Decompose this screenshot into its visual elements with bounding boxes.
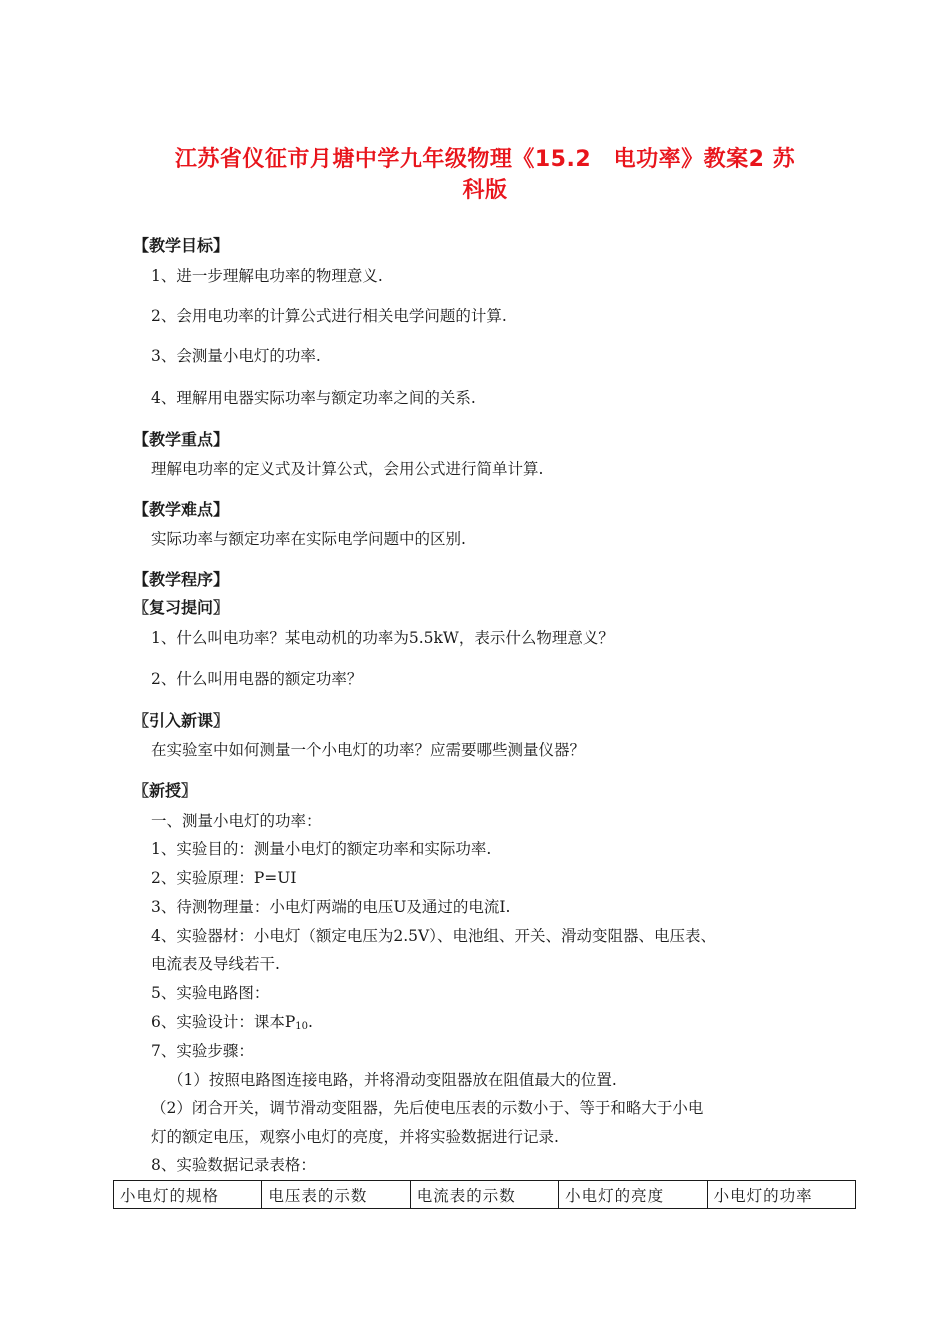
review-item-1: 1、什么叫电功率？某电动机的功率为5.5kW，表示什么物理意义？ — [151, 629, 614, 647]
design-page-subscript: 10 — [295, 1021, 309, 1032]
review-heading: 〖复习提问〗 — [133, 598, 230, 617]
experiment-equipment-line-2: 电流表及导线若干. — [151, 955, 280, 973]
difficulties-heading: 【教学难点】 — [133, 500, 230, 519]
title-line-1: 江苏省仪征市月塘中学九年级物理《15.2 电功率》教案2 苏 — [174, 147, 796, 172]
document-title — [120, 144, 850, 206]
experiment-circuit: 5、实验电路图： — [151, 984, 270, 1002]
experiment-step-1: （1）按照电路图连接电路，并将滑动变阻器放在阻值最大的位置. — [168, 1071, 617, 1089]
design-suffix: . — [308, 1013, 313, 1031]
key-points-heading: 【教学重点】 — [133, 430, 230, 449]
goal-item-3: 3、会测量小电灯的功率. — [151, 347, 321, 365]
goal-item-1: 1、进一步理解电功率的物理意义. — [151, 267, 383, 285]
header-cell-current: 电流表的示数 — [410, 1181, 558, 1209]
intro-text: 在实验室中如何测量一个小电灯的功率？应需要哪些测量仪器？ — [151, 741, 586, 759]
experiment-design — [151, 1012, 313, 1037]
new-lesson-section: 一、测量小电灯的功率： — [151, 812, 322, 830]
experiment-step-2-line-1: （2）闭合开关，调节滑动变阻器，先后使电压表的示数小于、等于和略大于小电 — [151, 1099, 704, 1117]
experiment-purpose: 1、实验目的：测量小电灯的额定功率和实际功率. — [151, 840, 492, 858]
key-points-text: 理解电功率的定义式及计算公式，会用公式进行简单计算. — [151, 460, 544, 478]
experiment-equipment-line-1: 4、实验器材：小电灯（额定电压为2.5V）、电池组、开关、滑动变阻器、电压表、 — [151, 927, 716, 945]
intro-heading: 〖引入新课〗 — [133, 711, 230, 730]
experiment-step-2-line-2: 灯的额定电压，观察小电灯的亮度，并将实验数据进行记录. — [151, 1128, 559, 1146]
design-text: 6、实验设计：课本P — [151, 1013, 296, 1031]
experiment-steps: 7、实验步骤： — [151, 1042, 254, 1060]
procedure-heading: 【教学程序】 — [133, 570, 230, 589]
header-cell-voltage: 电压表的示数 — [262, 1181, 410, 1209]
title-line-2: 科版 — [462, 178, 508, 203]
goals-heading: 【教学目标】 — [133, 236, 230, 255]
experiment-principle: 2、实验原理：P=UI — [151, 869, 297, 887]
header-cell-brightness: 小电灯的亮度 — [559, 1181, 707, 1209]
goal-item-2: 2、会用电功率的计算公式进行相关电学问题的计算. — [151, 307, 507, 325]
difficulties-text: 实际功率与额定功率在实际电学问题中的区别. — [151, 530, 466, 548]
header-cell-spec: 小电灯的规格 — [114, 1181, 262, 1209]
goal-item-4: 4、理解用电器实际功率与额定功率之间的关系. — [151, 389, 476, 407]
review-item-2: 2、什么叫用电器的额定功率？ — [151, 670, 363, 688]
header-cell-power: 小电灯的功率 — [707, 1181, 855, 1209]
table-header-row — [114, 1181, 856, 1209]
new-lesson-heading: 〖新授〗 — [133, 781, 198, 800]
experiment-quantities: 3、待测物理量：小电灯两端的电压U及通过的电流I. — [151, 898, 511, 916]
table-label: 8、实验数据记录表格： — [151, 1156, 316, 1174]
data-record-table — [113, 1180, 856, 1209]
